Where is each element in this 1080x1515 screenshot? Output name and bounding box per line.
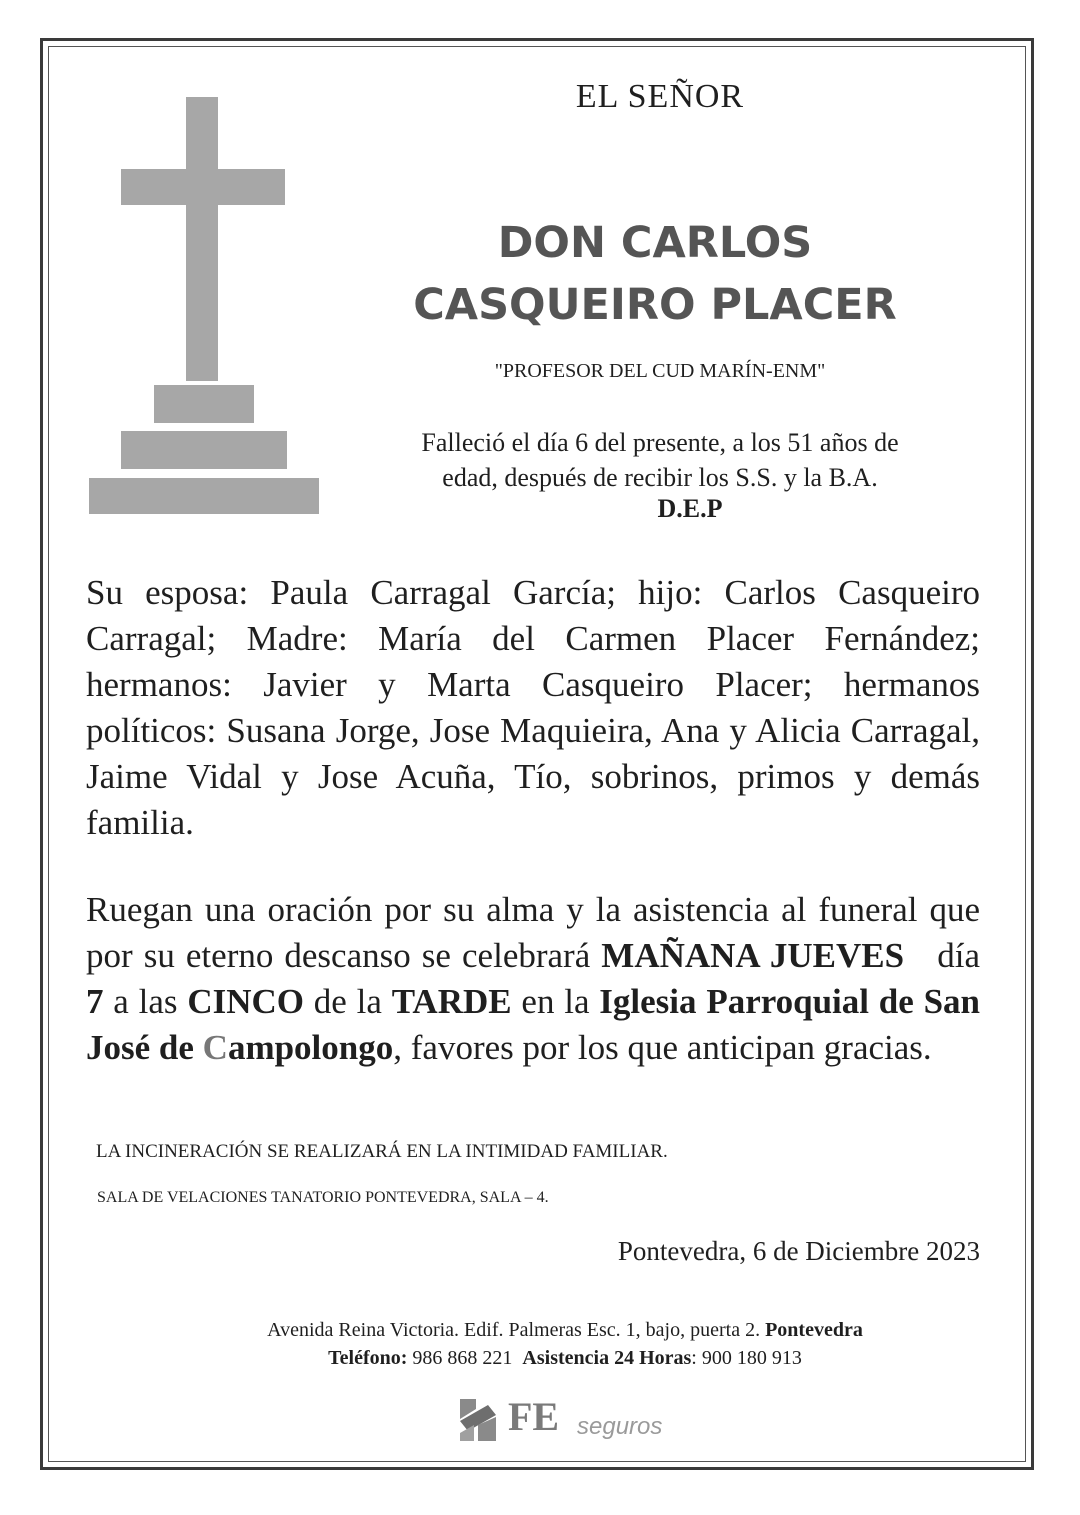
church-name: Iglesia Parroquial de San José de: [86, 982, 981, 1067]
address-city: Pontevedra: [765, 1319, 863, 1341]
funeral-home-address: [150, 1316, 980, 1344]
heading: EL SEÑOR: [575, 78, 745, 115]
cross-base-step-bottom: [89, 478, 319, 514]
funeral-time-of-day: TARDE: [391, 982, 512, 1021]
name-line-1: DON CARLOS: [497, 218, 813, 268]
deceased-title: "PROFESOR DEL CUD MARÍN-ENM": [494, 360, 826, 382]
church-name-end: ampolongo: [227, 1028, 394, 1067]
wake-room-note: SALA DE VELACIONES TANATORIO PONTEVEDRA, SALA – 4.: [97, 1189, 549, 1206]
cremation-note: LA INCINERACIÓN SE REALIZARÁ EN LA INTIMIDAD FAMILIAR.: [96, 1141, 668, 1162]
church-name-initial: C: [202, 1028, 228, 1067]
name-line-2: CASQUEIRO PLACER: [413, 280, 897, 330]
assistance-label: Asistencia 24 Horas: [522, 1347, 692, 1369]
fe-seguros-logo-icon: [452, 1395, 502, 1445]
prayer-text-4: de la: [313, 982, 382, 1021]
fe-seguros-logo: [452, 1395, 692, 1445]
cross-horizontal-bar: [121, 169, 285, 205]
prayer-text-3: a las: [113, 982, 178, 1021]
prayer-text-5: en la: [521, 982, 590, 1021]
logo-fe-text: FE: [508, 1394, 560, 1439]
funeral-home-phones: [150, 1344, 980, 1372]
death-line-1: Falleció el día 6 del presente, a los 51 años de: [421, 428, 899, 457]
logo-seguros-text: seguros: [577, 1413, 663, 1440]
funeral-date: 7: [86, 982, 104, 1021]
death-line-2: edad, después de recibir los S.S. y la B.A.: [442, 463, 878, 492]
cross-base-step-top: [154, 385, 254, 423]
funeral-day: MAÑANA JUEVES: [601, 936, 905, 975]
prayer-text-6: , favores por los que anticipan gracias.: [393, 1028, 932, 1067]
assistance-phone: : 900 180 913: [691, 1347, 802, 1369]
prayer-text-1: Ruegan una oración por su alma y la asistencia al funeral que por su eterno descanso se celebrará: [86, 890, 980, 975]
death-notice: [340, 425, 980, 495]
phone-number: 986 868 221: [412, 1347, 513, 1369]
cross-vertical-bar: [186, 97, 218, 381]
deceased-name: [345, 212, 965, 336]
phone-label: Teléfono:: [328, 1347, 408, 1369]
address-text: Avenida Reina Victoria. Edif. Palmeras Esc. 1, bajo, puerta 2.: [267, 1319, 761, 1341]
dep-text: D.E.P: [657, 494, 723, 523]
place-date: Pontevedra, 6 de Diciembre 2023: [617, 1236, 980, 1266]
family-paragraph: Su esposa: Paula Carragal García; hijo: Carlos Casqueiro Carragal; Madre: María del Carmen Placer Fernández; hermanos: Javier y Marta Casqueiro Placer; hermanos políticos: Susana Jorge, Jose Maquieira, Ana y Alicia Carragal, Jaime Vidal y Jose Acuña, Tío, sobrinos, primos y demás familia.: [86, 573, 980, 842]
prayer-text-2: día: [937, 936, 980, 975]
funeral-hour: CINCO: [187, 982, 304, 1021]
prayer-paragraph: [86, 887, 980, 1071]
cross-base-step-middle: [121, 431, 287, 469]
